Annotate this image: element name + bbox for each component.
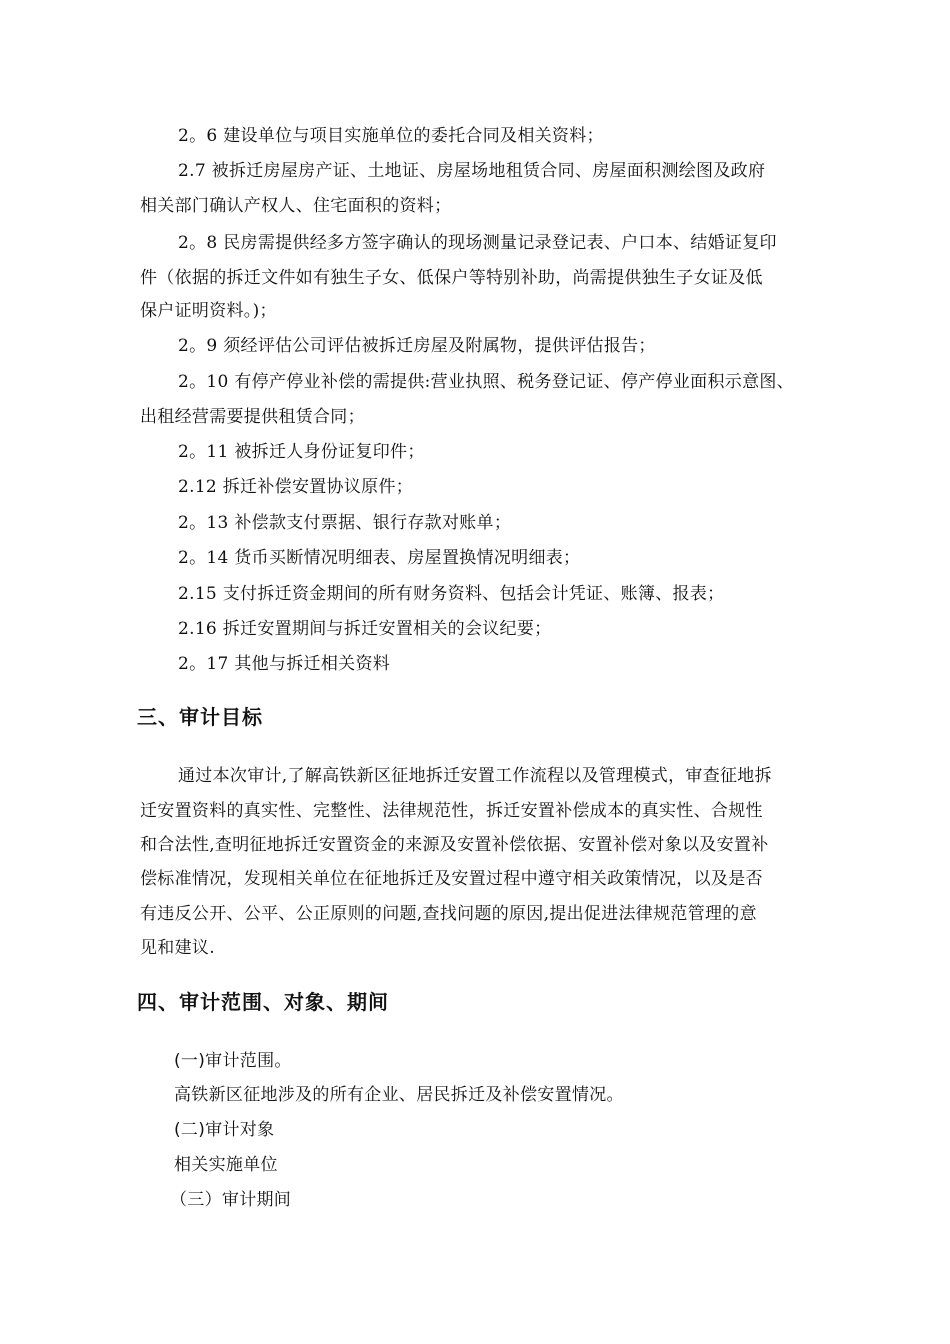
list-item-2-8: 2。8 民房需提供经多方签字确认的现场测量记录登记表、户口本、结婚证复印 xyxy=(178,233,777,253)
section-3-paragraph-line-5: 有违反公开、公平、公正原则的问题,查找问题的原因,提出促进法律规范管理的意 xyxy=(140,904,757,924)
section-3-paragraph-line-6: 见和建议. xyxy=(140,938,215,958)
section-4-heading: 四、审计范围、对象、期间 xyxy=(137,990,389,1014)
audit-period-label: （三）审计期间 xyxy=(170,1190,292,1210)
list-item-2-10: 2。10 有停产停业补偿的需提供:营业执照、税务登记证、停产停业面积示意图、 xyxy=(178,372,794,392)
list-item-2-7-cont: 相关部门确认产权人、住宅面积的资料； xyxy=(140,196,452,216)
audit-object-text: 相关实施单位 xyxy=(174,1155,278,1175)
audit-scope-label: (一)审计范围。 xyxy=(174,1051,292,1071)
section-3-paragraph-line-4: 偿标准情况，发现相关单位在征地拆迁及安置过程中遵守相关政策情况，以及是否 xyxy=(140,869,763,889)
section-3-paragraph-line-3: 和合法性,查明征地拆迁安置资金的来源及安置补偿依据、安置补偿对象以及安置补 xyxy=(140,835,769,855)
section-3-paragraph-line-2: 迁安置资料的真实性、完整性、法律规范性，拆迁安置补偿成本的真实性、合规性 xyxy=(140,801,763,821)
list-item-2-12: 2.12 拆迁补偿安置协议原件； xyxy=(178,477,414,497)
list-item-2-14: 2。14 货币买断情况明细表、房屋置换情况明细表； xyxy=(178,548,581,568)
list-item-2-17: 2。17 其他与拆迁相关资料 xyxy=(178,654,391,674)
list-item-2-9: 2。9 须经评估公司评估被拆迁房屋及附属物，提供评估报告； xyxy=(178,336,656,356)
section-3-paragraph-line-1: 通过本次审计,了解高铁新区征地拆迁安置工作流程以及管理模式，审查征地拆 xyxy=(178,766,772,786)
list-item-2-16: 2.16 拆迁安置期间与拆迁安置相关的会议纪要； xyxy=(178,619,552,639)
list-item-2-6: 2。6 建设单位与项目实施单位的委托合同及相关资料； xyxy=(178,126,604,146)
audit-object-label: (二)审计对象 xyxy=(174,1120,275,1140)
list-item-2-8-cont1: 件（依据的拆迁文件如有独生子女、低保户等特别补助，尚需提供独生子女证及低 xyxy=(140,268,763,288)
list-item-2-8-cont2: 保户证明资料。)； xyxy=(140,301,277,321)
list-item-2-10-cont: 出租经营需要提供租赁合同； xyxy=(140,407,365,427)
list-item-2-13: 2。13 补偿款支付票据、银行存款对账单； xyxy=(178,513,512,533)
list-item-2-7: 2.7 被拆迁房屋房产证、土地证、房屋场地租赁合同、房屋面积测绘图及政府 xyxy=(178,161,766,181)
list-item-2-15: 2.15 支付拆迁资金期间的所有财务资料、包括会计凭证、账簿、报表； xyxy=(178,584,725,604)
audit-scope-text: 高铁新区征地涉及的所有企业、居民拆迁及补偿安置情况。 xyxy=(174,1085,624,1105)
section-3-heading: 三、审计目标 xyxy=(137,705,263,729)
list-item-2-11: 2。11 被拆迁人身份证复印件； xyxy=(178,442,425,462)
